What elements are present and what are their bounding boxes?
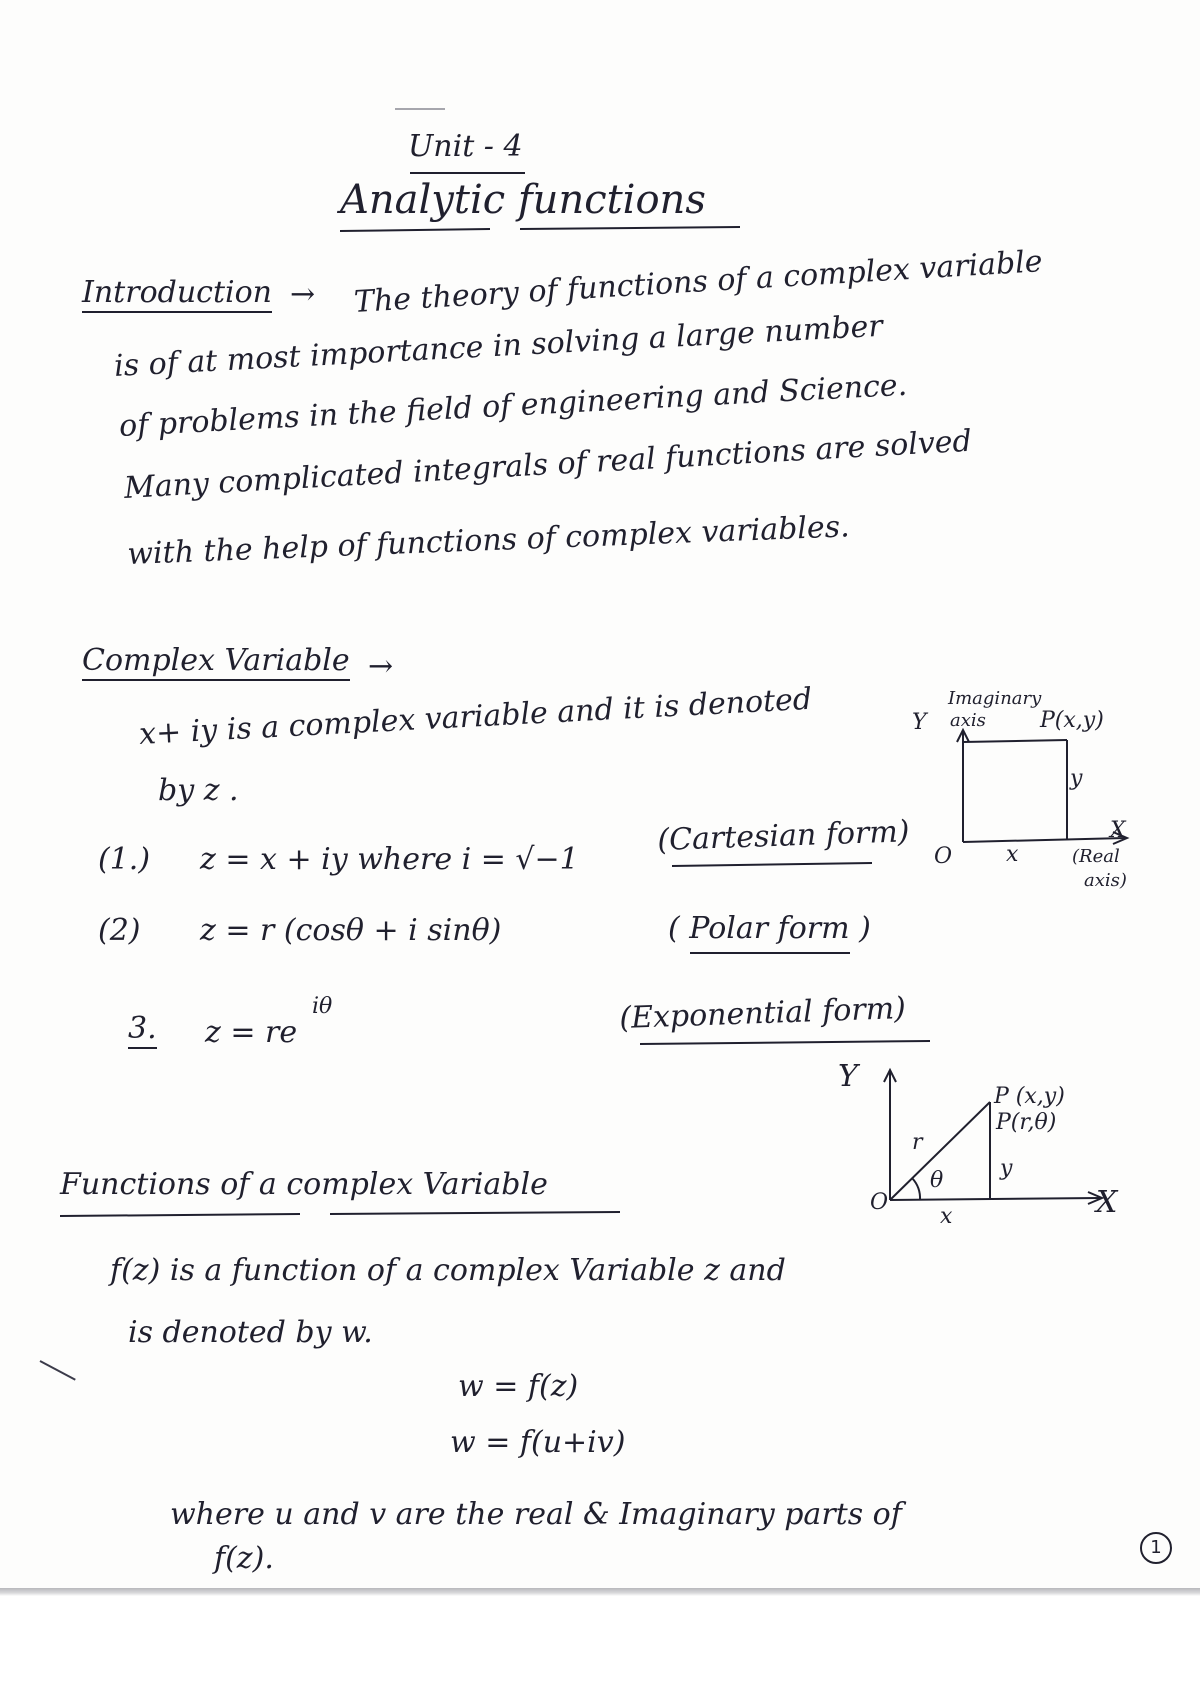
- functions-line-1: f(z) is a function of a complex Variable z and: [110, 1253, 786, 1288]
- functions-eq-2: w = f(u+iv): [450, 1425, 626, 1460]
- cartesian-real-axis-2: axis): [1084, 870, 1127, 891]
- form-3-label: (Exponential form): [618, 991, 907, 1036]
- polar-side-y: y: [1000, 1156, 1013, 1181]
- cartesian-side-x: x: [1006, 842, 1019, 867]
- functions-heading-underline: [60, 1210, 640, 1218]
- intro-line-3: of problems in the field of engineering and Science.: [118, 367, 908, 444]
- intro-line-5: with the help of functions of complex variables.: [126, 509, 851, 572]
- form-2-label-underline: [690, 950, 870, 956]
- unit-underline: [410, 170, 530, 176]
- cartesian-side-y: y: [1070, 766, 1083, 791]
- polar-diagram: [860, 1050, 1120, 1210]
- functions-line-4: f(z).: [214, 1541, 274, 1576]
- polar-point-xy: P (x,y): [994, 1084, 1065, 1109]
- form-2-number: (2): [98, 913, 141, 948]
- page-title: Analytic functions: [340, 177, 706, 223]
- polar-x-axis: [890, 1198, 1100, 1200]
- cartesian-real-axis-1: (Real: [1072, 846, 1120, 867]
- page-number: 1: [1140, 1532, 1172, 1564]
- functions-eq-1: w = f(z): [458, 1369, 579, 1404]
- introduction-arrow: →: [290, 277, 316, 312]
- polar-angle-arc: [912, 1178, 920, 1200]
- intro-line-4: Many complicated integrals of real functions are solved: [123, 423, 973, 506]
- polar-angle-label: θ: [930, 1168, 944, 1193]
- functions-line-2: is denoted by w.: [128, 1315, 373, 1350]
- complex-variable-heading: Complex Variable: [82, 646, 350, 681]
- functions-heading: Functions of a complex Variable: [60, 1167, 548, 1202]
- form-1-number: (1.): [98, 842, 151, 877]
- cartesian-x-axis: [963, 838, 1125, 842]
- cartesian-y-label: Y: [912, 710, 927, 735]
- form-1-label-underline: [672, 862, 882, 868]
- polar-x-label: X: [1096, 1185, 1118, 1220]
- form-3-number: 3.: [128, 1014, 157, 1049]
- intro-line-2: is of at most importance in solving a large number: [113, 308, 884, 384]
- cartesian-point-label: P(x,y): [1040, 708, 1104, 733]
- form-3-superscript: iθ: [312, 994, 333, 1019]
- form-1-label: (Cartesian form): [656, 814, 911, 858]
- form-3-label-underline: [640, 1040, 940, 1046]
- cartesian-imaginary-label: Imaginary: [948, 688, 1042, 709]
- complex-variable-line-2: by z .: [158, 773, 239, 808]
- title-underline: [340, 226, 760, 234]
- scan-margin: [0, 1596, 1200, 1698]
- complex-variable-arrow: →: [368, 649, 394, 684]
- polar-side-x: x: [940, 1204, 953, 1229]
- cartesian-axis-word: axis: [950, 710, 986, 731]
- polar-point-polar: P(r,θ): [996, 1110, 1057, 1135]
- form-1-expression: z = x + iy where i = √−1: [200, 842, 579, 877]
- intro-line-1: The theory of functions of a complex variable: [353, 244, 1044, 320]
- form-2-expression: z = r (cosθ + i sinθ): [200, 913, 502, 948]
- page-bottom-edge: [0, 1588, 1200, 1596]
- functions-line-3: where u and v are the real & Imaginary parts of: [170, 1497, 902, 1532]
- cartesian-origin: O: [934, 844, 953, 869]
- polar-origin: O: [870, 1190, 889, 1215]
- page-top-rule: [395, 108, 445, 110]
- stray-pen-mark: [40, 1360, 76, 1381]
- cartesian-box-top: [963, 740, 1067, 742]
- unit-heading: Unit - 4: [408, 129, 523, 164]
- complex-variable-line-1: x+ iy is a complex variable and it is denoted: [138, 681, 813, 752]
- introduction-heading: Introduction: [82, 278, 272, 313]
- polar-radius-label: r: [912, 1130, 923, 1155]
- polar-y-label: Y: [838, 1059, 858, 1094]
- cartesian-x-label: X: [1110, 818, 1126, 843]
- form-3-expression: z = re: [205, 1015, 298, 1050]
- form-2-label: ( Polar form ): [668, 911, 871, 946]
